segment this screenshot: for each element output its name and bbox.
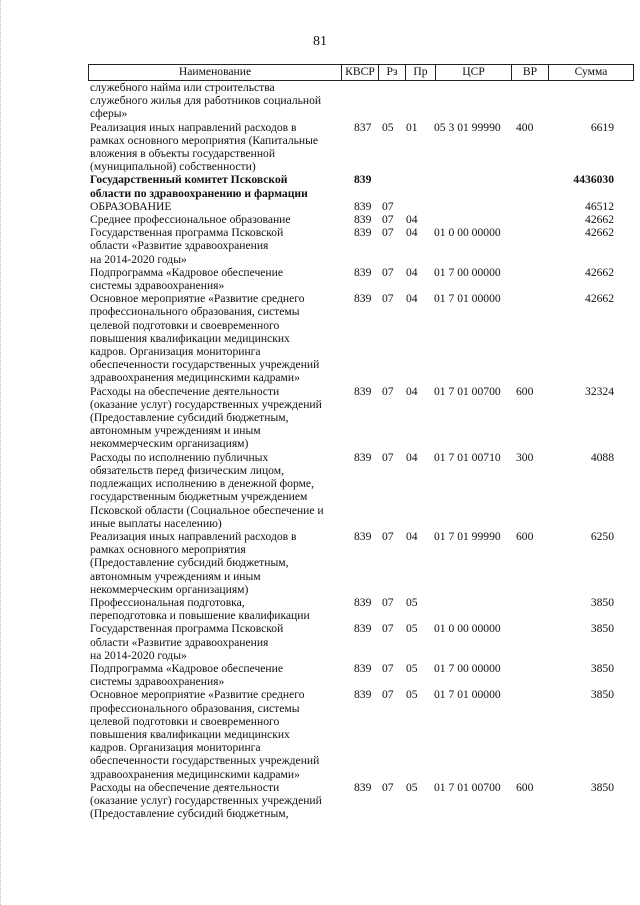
cell-name: Государственная программа Псковской области «Развитие здравоохранения на 2014-2020 годы» <box>90 622 284 662</box>
cell-pr: 04 <box>406 450 418 464</box>
table-row <box>88 200 634 213</box>
cell-csr <box>434 81 510 121</box>
cell-csr: 05 3 01 99990 <box>434 120 501 134</box>
table-row <box>88 226 634 266</box>
cell-kvsr <box>344 81 376 121</box>
cell-csr: 01 7 01 00700 <box>434 780 501 794</box>
cell-kvsr: 839 <box>354 173 372 187</box>
cell-sum: 42662 <box>585 213 614 227</box>
cell-sum: 32324 <box>585 384 614 398</box>
cell-name: Расходы по исполнению публичных обязательств перед физическим лицом, подлежащих исполнению в денежной форме, государственным бюджетным учреждением Псковской области (Социальное обеспечение и иные выплаты населению) <box>90 450 324 530</box>
cell-pr: 04 <box>406 213 418 227</box>
cell-rz: 07 <box>382 213 394 227</box>
page-number: 81 <box>313 34 327 49</box>
cell-kvsr: 837 <box>354 120 372 134</box>
table-row <box>88 385 634 451</box>
cell-rz: 07 <box>382 661 394 675</box>
cell-csr <box>434 596 510 622</box>
cell-sum: 42662 <box>585 265 614 279</box>
cell-rz: 07 <box>382 226 394 240</box>
cell-sum: 3850 <box>590 661 614 675</box>
cell-pr: 05 <box>406 688 418 702</box>
table-row <box>88 451 634 530</box>
cell-name: Расходы на обеспечение деятельности (оказание услуг) государственных учреждений (Предоставление субсидий бюджетным, <box>90 780 322 821</box>
cell-pr <box>404 173 434 199</box>
cell-kvsr: 839 <box>354 529 372 543</box>
cell-csr: 01 7 00 00000 <box>434 265 501 279</box>
table-header <box>88 64 634 81</box>
cell-name: Реализация иных направлений расходов в рамках основного мероприятия (Капитальные вложения в объекты государственной (муниципальной) собственности) <box>90 120 319 174</box>
cell-name: Подпрограмма «Кадровое обеспечение системы здравоохранения» <box>90 265 283 293</box>
cell-vr: 400 <box>516 120 534 134</box>
header-pr: Пр <box>405 65 435 80</box>
cell-rz: 07 <box>382 688 394 702</box>
cell-pr: 04 <box>406 292 418 306</box>
cell-name: служебного найма или строительства служебного жилья для работников социальной сферы» <box>90 81 322 121</box>
cell-kvsr: 839 <box>354 265 372 279</box>
cell-vr <box>510 226 547 266</box>
cell-vr <box>510 662 547 688</box>
cell-rz: 07 <box>382 529 394 543</box>
cell-kvsr: 839 <box>354 384 372 398</box>
table-body <box>88 81 634 820</box>
cell-vr: 600 <box>516 780 534 794</box>
cell-name: Основное мероприятие «Развитие среднего профессионального образования, системы целевой подготовки и своевременного повышения квалификации медицинских кадров. Организация мониторинга обеспеченности государственных учреждений здравоохранения медицинскими кадрами» <box>90 688 320 781</box>
cell-sum: 42662 <box>585 292 614 306</box>
cell-vr <box>510 622 547 662</box>
cell-rz <box>376 173 404 199</box>
budget-table <box>88 64 634 820</box>
cell-sum <box>547 81 634 121</box>
cell-name: Профессиональная подготовка, переподготовка и повышение квалификации <box>90 595 310 623</box>
cell-sum: 3850 <box>590 688 614 702</box>
cell-csr: 01 7 01 00710 <box>434 450 501 464</box>
cell-vr <box>510 688 547 780</box>
cell-pr: 04 <box>406 265 418 279</box>
cell-vr <box>510 213 547 226</box>
header-kvsr: КВСР <box>341 65 378 80</box>
table-row <box>88 266 634 292</box>
cell-csr <box>434 173 510 199</box>
cell-rz: 07 <box>382 265 394 279</box>
cell-rz: 07 <box>382 384 394 398</box>
cell-name: Расходы на обеспечение деятельности (оказание услуг) государственных учреждений (Предоставление субсидий бюджетным, автономным учреждениям и иным некоммерческим организациям) <box>90 384 322 451</box>
header-rz: Рз <box>378 65 405 80</box>
table-row <box>88 688 634 780</box>
cell-sum: 6250 <box>590 529 614 543</box>
cell-csr: 01 7 01 00000 <box>434 688 501 702</box>
cell-rz: 05 <box>382 120 394 134</box>
cell-vr <box>510 292 547 384</box>
cell-name: ОБРАЗОВАНИЕ <box>90 199 172 213</box>
cell-pr: 05 <box>406 595 418 609</box>
cell-rz: 07 <box>382 780 394 794</box>
cell-sum: 3850 <box>590 595 614 609</box>
cell-csr: 01 0 00 00000 <box>434 622 501 636</box>
cell-kvsr: 839 <box>354 292 372 306</box>
cell-sum: 6619 <box>590 120 614 134</box>
cell-pr: 04 <box>406 384 418 398</box>
cell-sum: 46512 <box>585 199 614 213</box>
cell-pr: 05 <box>406 661 418 675</box>
cell-rz: 07 <box>382 292 394 306</box>
cell-pr <box>404 81 434 121</box>
cell-vr <box>510 200 547 213</box>
cell-rz: 07 <box>382 595 394 609</box>
header-name: Наименование <box>178 65 252 78</box>
header-sum: Сумма <box>548 65 633 80</box>
cell-csr: 01 7 01 00000 <box>434 292 501 306</box>
cell-vr <box>510 173 547 199</box>
header-vr: ВР <box>511 65 548 80</box>
table-row <box>88 662 634 688</box>
cell-vr: 600 <box>516 529 534 543</box>
cell-vr: 600 <box>516 384 534 398</box>
table-row <box>88 213 634 226</box>
cell-pr: 04 <box>406 529 418 543</box>
cell-rz: 07 <box>382 622 394 636</box>
cell-pr: 05 <box>406 780 418 794</box>
table-row <box>88 121 634 174</box>
cell-vr <box>510 596 547 622</box>
cell-rz <box>376 81 404 121</box>
cell-kvsr: 839 <box>354 622 372 636</box>
cell-kvsr: 839 <box>354 450 372 464</box>
table-row <box>88 292 634 384</box>
table-row <box>88 622 634 662</box>
cell-pr: 05 <box>406 622 418 636</box>
cell-vr: 300 <box>516 450 534 464</box>
cell-name: Государственная программа Псковской области «Развитие здравоохранения на 2014-2020 годы» <box>90 226 284 266</box>
cell-kvsr: 839 <box>354 213 372 227</box>
cell-name: Реализация иных направлений расходов в рамках основного мероприятия (Предоставление субсидий бюджетным, автономным учреждениям и иным некоммерческим организациям) <box>90 529 297 596</box>
cell-csr: 01 7 00 00000 <box>434 661 501 675</box>
cell-csr: 01 0 00 00000 <box>434 226 501 240</box>
cell-csr: 01 7 01 00700 <box>434 384 501 398</box>
cell-sum: 4088 <box>590 450 614 464</box>
page-left-edge <box>0 0 2 905</box>
cell-csr: 01 7 01 99990 <box>434 529 501 543</box>
table-row <box>88 81 634 121</box>
cell-rz: 07 <box>382 450 394 464</box>
cell-sum: 4436030 <box>573 173 614 187</box>
cell-name: Основное мероприятие «Развитие среднего профессионального образования, системы целевой подготовки и своевременного повышения квалификации медицинских кадров. Организация мониторинга обеспеченности государственных учреждений здравоохранения медицинскими кадрами» <box>90 292 320 385</box>
cell-csr <box>434 200 510 213</box>
cell-csr <box>434 213 510 226</box>
cell-rz: 07 <box>382 199 394 213</box>
cell-name: Государственный комитет Псковской области по здравоохранению и фармации <box>90 173 308 200</box>
cell-name: Подпрограмма «Кадровое обеспечение системы здравоохранения» <box>90 661 283 689</box>
header-csr: ЦСР <box>435 65 511 80</box>
cell-pr <box>404 200 434 213</box>
cell-kvsr: 839 <box>354 226 372 240</box>
table-row <box>88 781 634 821</box>
cell-kvsr: 839 <box>354 780 372 794</box>
cell-vr <box>510 81 547 121</box>
cell-kvsr: 839 <box>354 595 372 609</box>
cell-pr: 04 <box>406 226 418 240</box>
cell-sum: 3850 <box>590 780 614 794</box>
cell-sum: 3850 <box>590 622 614 636</box>
cell-kvsr: 839 <box>354 199 372 213</box>
cell-vr <box>510 266 547 292</box>
table-row <box>88 173 634 199</box>
table-row <box>88 596 634 622</box>
table-row <box>88 530 634 596</box>
cell-name: Среднее профессиональное образование <box>90 213 291 227</box>
cell-kvsr: 839 <box>354 688 372 702</box>
cell-sum: 42662 <box>585 226 614 240</box>
cell-kvsr: 839 <box>354 661 372 675</box>
cell-pr: 01 <box>406 120 418 134</box>
